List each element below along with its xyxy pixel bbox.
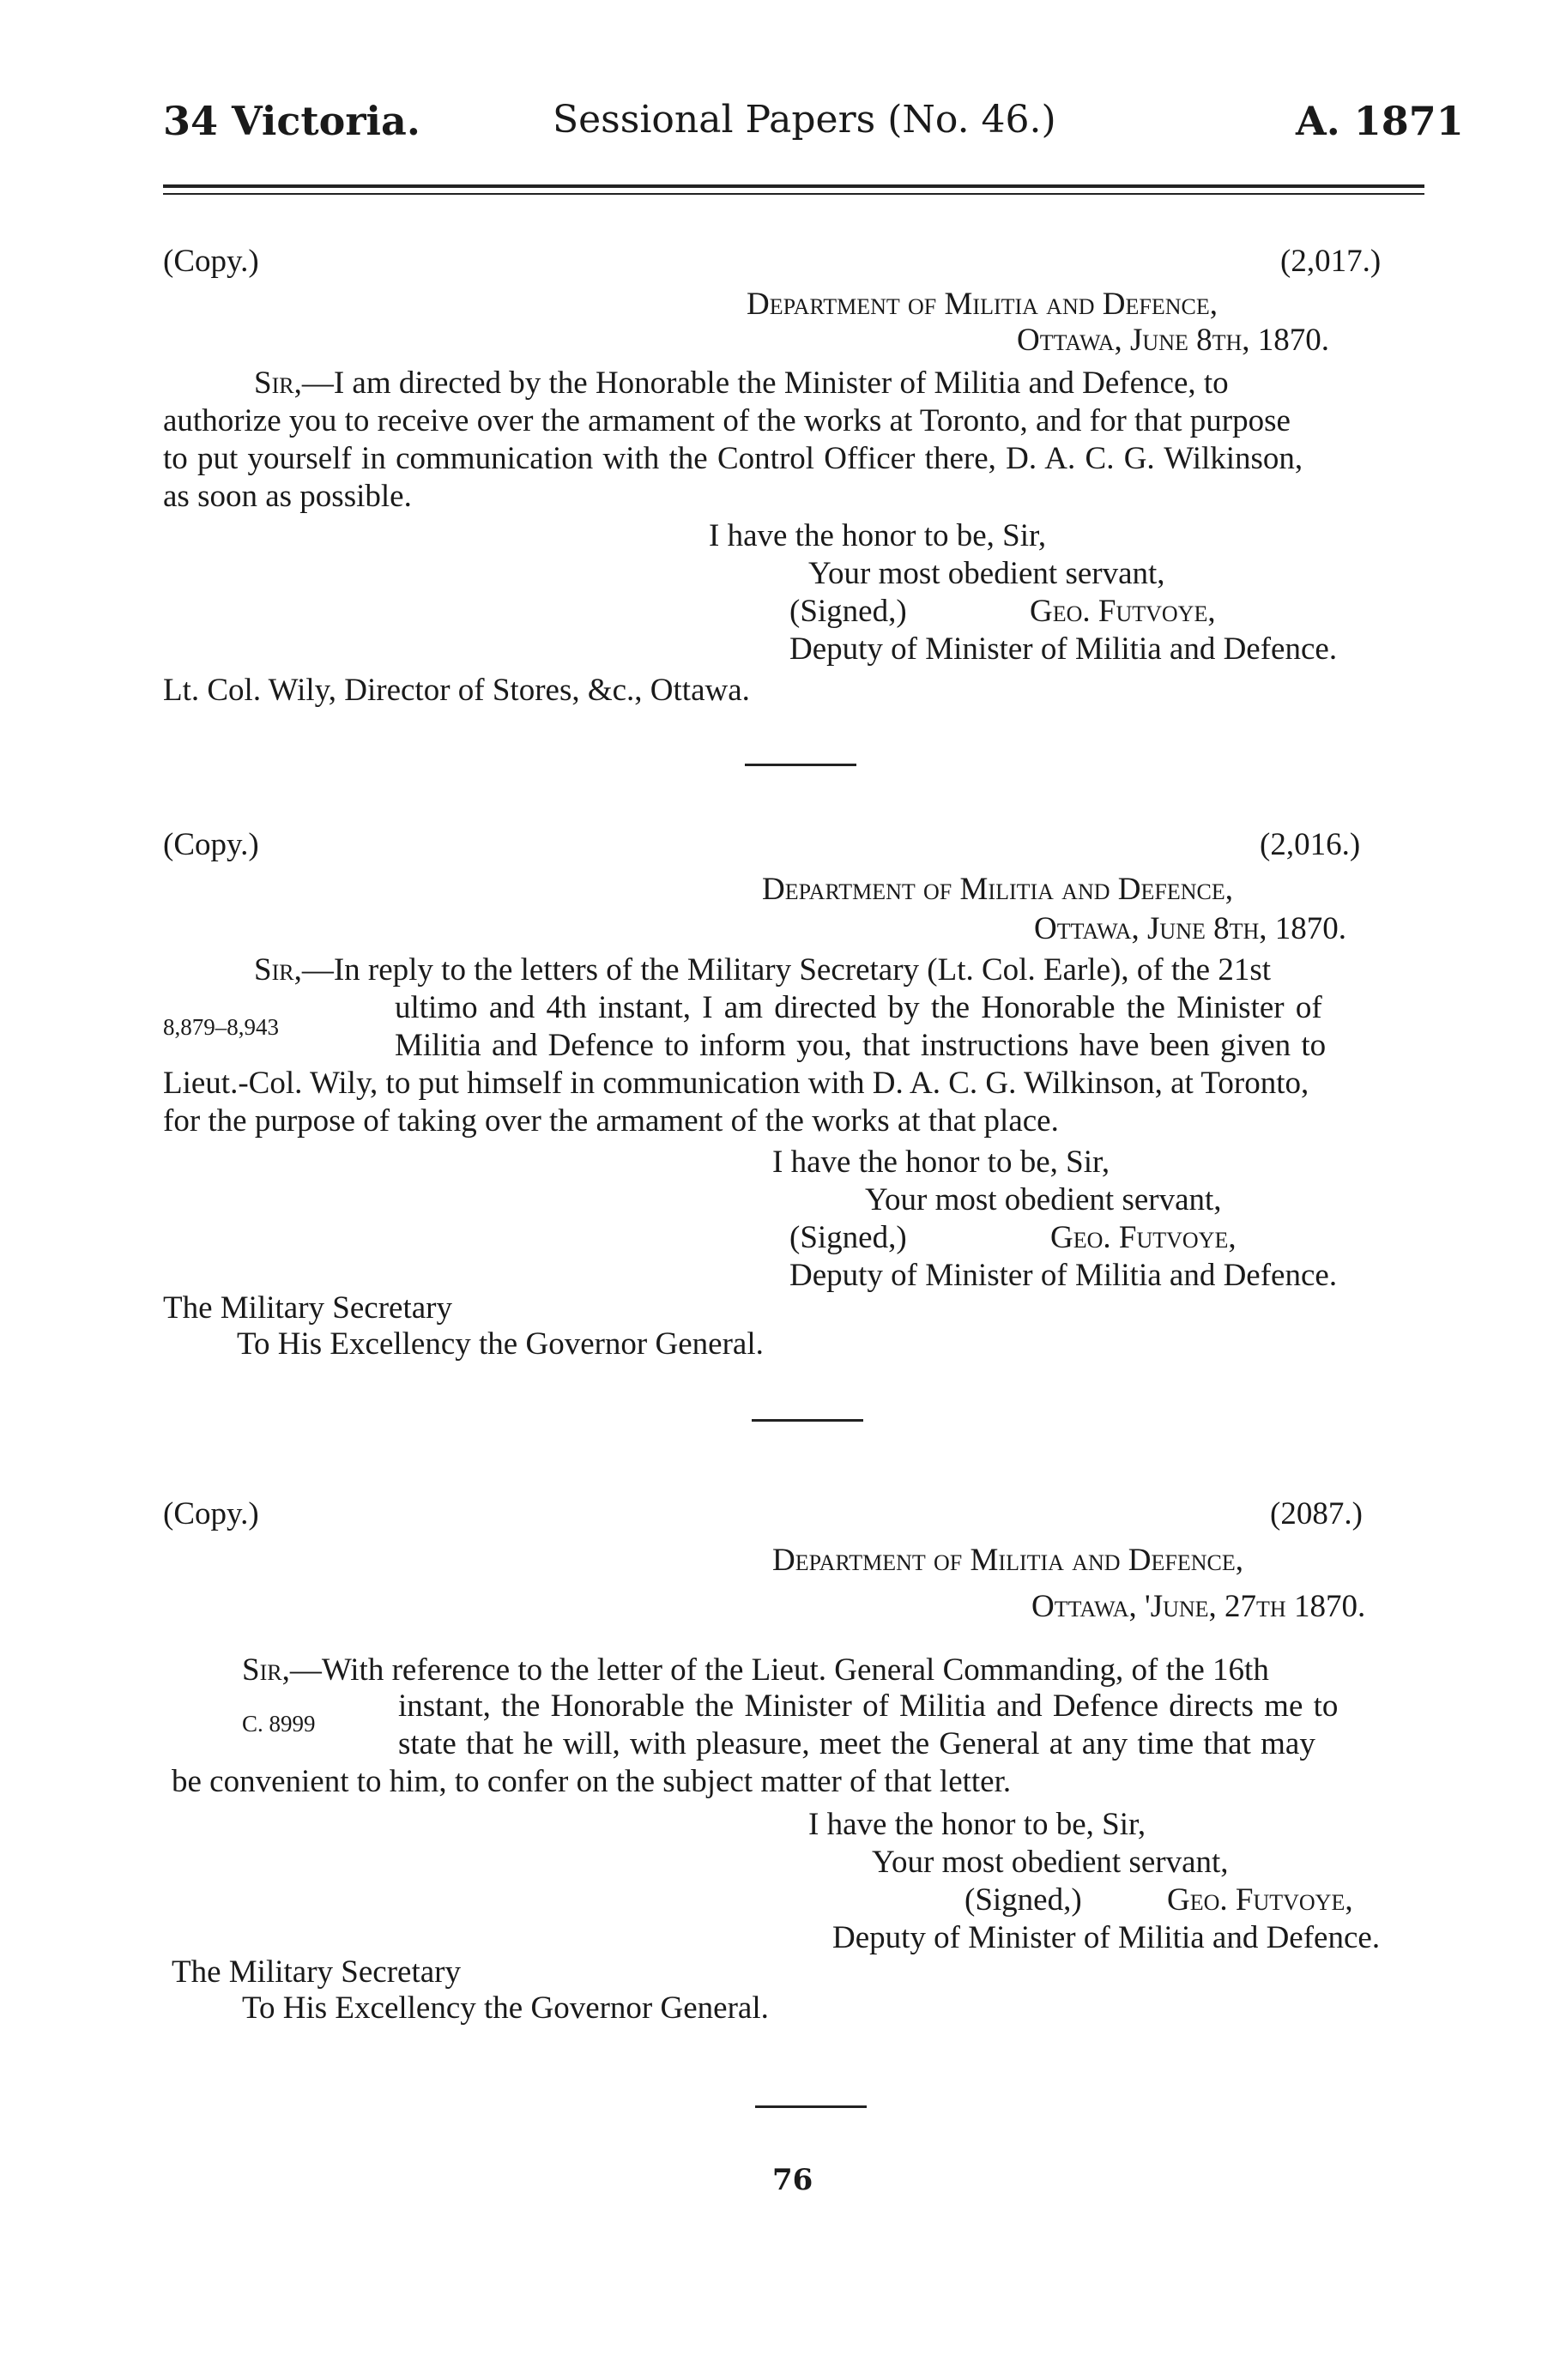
copy-label: (Copy.) (163, 827, 259, 862)
body-line-4: be convenient to him, to confer on the subject matter of that letter. (172, 1764, 1012, 1799)
letter-number: (2087.) (1270, 1496, 1363, 1531)
signed-label: (Signed,) (964, 1882, 1082, 1918)
margin-note: C. 8999 (242, 1711, 316, 1737)
body-line-2: instant, the Honorable the Minister of Militia and Defence directs me to (398, 1688, 1339, 1724)
addressee-line: Lt. Col. Wily, Director of Stores, &c., Ottawa. (163, 673, 750, 708)
department-line: Department of Militia and Defence, (772, 1543, 1243, 1578)
signer-title: Deputy of Minister of Militia and Defence. (789, 1258, 1338, 1293)
closing: I have the honor to be, Sir, (772, 1145, 1110, 1180)
body-line-2: authorize you to receive over the armament of the works at Toronto, and for that purpose (163, 403, 1291, 438)
body-line (242, 1654, 1269, 1686)
addressee-line: To His Excellency the Governor General. (237, 1326, 764, 1362)
body-line-3: to put yourself in communication with the Control Officer there, D. A. C. G. Wilkinson, (163, 441, 1303, 476)
signer-name: Geo. Futvoye, (1167, 1882, 1353, 1918)
footer-rule (755, 2105, 867, 2108)
separator-rule (745, 764, 856, 766)
letter-number: (2,017.) (1280, 244, 1382, 279)
place-date: Ottawa, June 8th, 1870. (1034, 911, 1347, 946)
header-rule (163, 184, 1424, 188)
body-line (254, 367, 1229, 399)
salutation: Sir, (254, 365, 302, 401)
body-line (254, 954, 1271, 986)
page-number: 76 (772, 2163, 813, 2197)
body-line-5: for the purpose of taking over the armament of the works at that place. (163, 1103, 1059, 1139)
addressee-line: The Military Secretary (163, 1290, 452, 1326)
addressee-line: The Military Secretary (172, 1954, 461, 1990)
running-header-right: A. 1871 (1296, 98, 1464, 144)
closing: I have the honor to be, Sir, (709, 518, 1047, 553)
margin-note: 8,879–8,943 (163, 1014, 279, 1040)
signer-title: Deputy of Minister of Militia and Defence. (832, 1920, 1381, 1955)
department-line: Department of Militia and Defence, (747, 287, 1218, 322)
body-line-1: —In reply to the letters of the Military Secretary (Lt. Col. Earle), of the 21st (301, 952, 1272, 988)
signer-title: Deputy of Minister of Militia and Defence. (789, 631, 1338, 667)
body-line-4: Lieut.-Col. Wily, to put himself in communication with D. A. C. G. Wilkinson, at Toronto, (163, 1066, 1309, 1101)
salutation: Sir, (242, 1652, 290, 1688)
servant-line: Your most obedient servant, (865, 1182, 1222, 1217)
signed-label: (Signed,) (789, 1220, 907, 1255)
signed-label: (Signed,) (789, 594, 907, 629)
running-header-center: Sessional Papers (No. 46.) (553, 98, 1056, 142)
salutation: Sir, (254, 952, 302, 988)
separator-rule (752, 1419, 863, 1422)
department-line: Department of Militia and Defence, (762, 872, 1233, 907)
servant-line: Your most obedient servant, (808, 556, 1165, 591)
body-line-4: as soon as possible. (163, 479, 412, 514)
place-date: Ottawa, 'June, 27th 1870. (1031, 1589, 1366, 1624)
signer-name: Geo. Futvoye, (1050, 1220, 1237, 1255)
running-header-left: 34 Victoria. (163, 98, 420, 144)
letter-number: (2,016.) (1260, 827, 1361, 862)
body-line-1: —I am directed by the Honorable the Minister of Militia and Defence, to (301, 365, 1229, 401)
signer-name: Geo. Futvoye, (1030, 594, 1216, 629)
header-rule-thin (163, 193, 1424, 195)
copy-label: (Copy.) (163, 244, 259, 279)
body-line-2: ultimo and 4th instant, I am directed by the Honorable the Minister of (395, 990, 1322, 1025)
place-date: Ottawa, June 8th, 1870. (1017, 323, 1330, 358)
body-line-3: state that he will, with pleasure, meet the General at any time that may (398, 1726, 1315, 1761)
servant-line: Your most obedient servant, (872, 1845, 1229, 1880)
addressee-line: To His Excellency the Governor General. (242, 1990, 769, 2026)
body-line-3: Militia and Defence to inform you, that instructions have been given to (395, 1028, 1327, 1063)
body-line-1: —With reference to the letter of the Lieut. General Commanding, of the 16th (289, 1652, 1269, 1688)
copy-label: (Copy.) (163, 1496, 259, 1531)
closing: I have the honor to be, Sir, (808, 1807, 1146, 1842)
